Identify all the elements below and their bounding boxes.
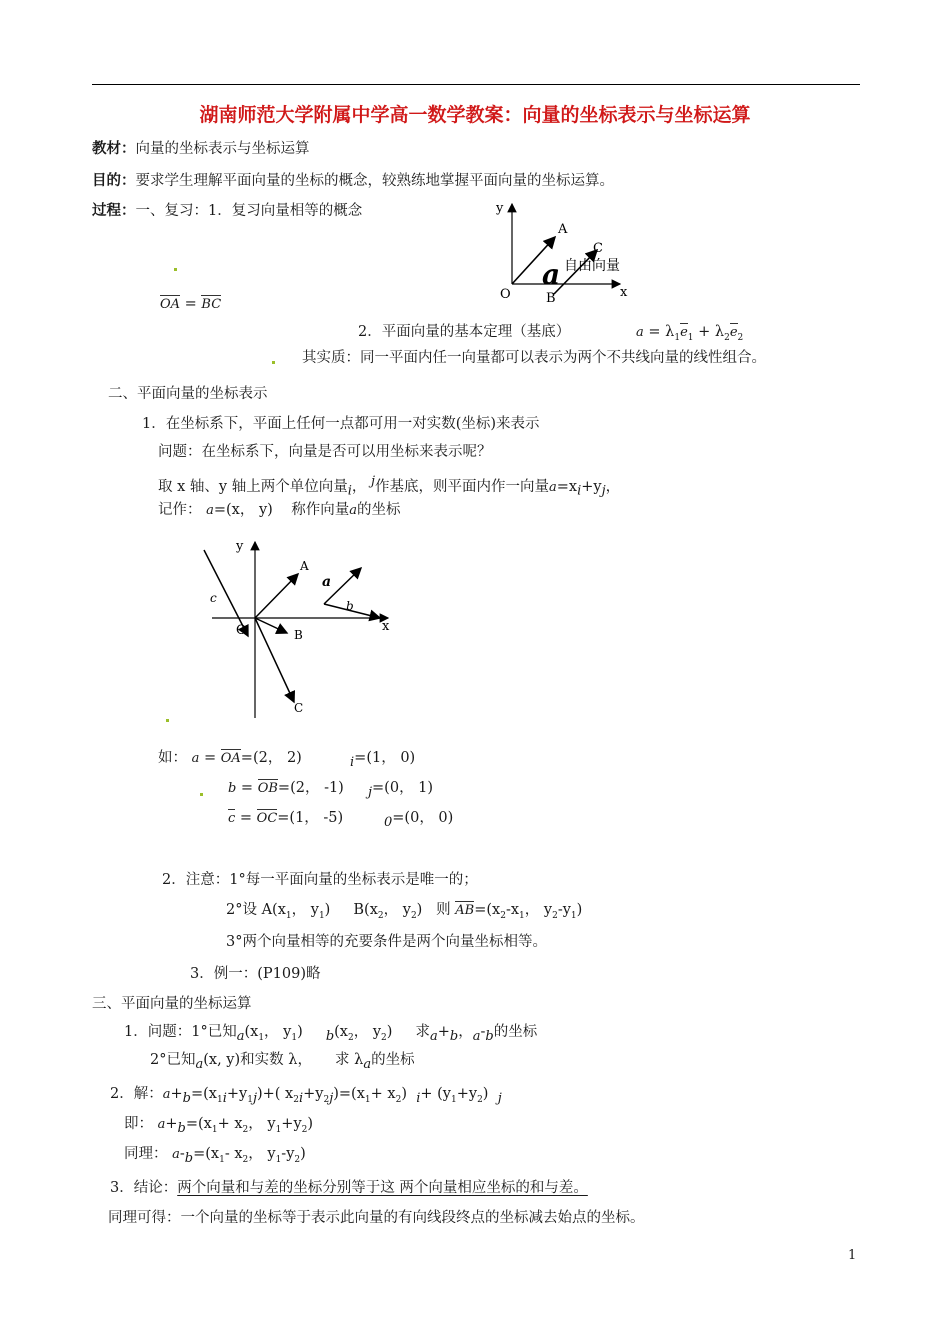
take-text-3: =x [556,478,578,495]
conclusion-label: 3．结论： [110,1180,178,1196]
purpose-text: 要求学生理解平面向量的坐标的概念，较熟练地掌握平面向量的坐标运算。 [135,173,614,189]
note-text: B(x [353,902,378,918]
op-text: ) [307,1116,314,1132]
e1: e [680,325,688,340]
op-text: + x [217,1116,243,1132]
example-prefix: 如： [158,750,187,766]
note-text: ) [416,902,423,918]
theorem-formula: $a = \lambda_1e_1 + \lambda_2e_2$ [636,324,744,343]
basis-theorem [358,324,570,341]
op-text: + [437,1024,450,1040]
fig2-symbol-c: c [210,591,217,605]
marker-dot [166,719,169,722]
lambda-1: λ [665,324,675,340]
op-text: + (y [420,1086,451,1102]
op-text: =(x [193,1146,220,1162]
note-text: ) [324,902,331,918]
lambda-2-sub: 2 [724,332,730,343]
vector-b: b [485,1028,494,1044]
unit-i: i [350,754,355,770]
operation-question-1: 1．问题：1°已知$_a(x_1$， $y_1$) $_b(x_2$， $y_2$) 求$_a+_b$，$_a-_b$的坐标 [124,1024,538,1044]
op-text: ) [482,1086,489,1102]
vector-b: b [182,1090,191,1106]
theorem-text: 2．平面向量的基本定理（基底） [358,324,571,340]
op-text: ) [297,1024,303,1040]
vector-ab: AB [455,903,475,918]
op-text: ) [386,1024,393,1040]
vector-a: a [472,1028,481,1044]
note-text: ， y [524,902,553,918]
unit-i: i [577,483,582,499]
note-text: ， y [383,902,411,918]
vector-oc: OC [256,811,278,826]
record-line [158,502,401,519]
op-text: ) [401,1086,407,1102]
unit-j: j [601,483,606,499]
process-text: 一、复习：1．复习向量相等的概念 [135,203,363,219]
fig2-label-a: A [300,559,309,573]
take-text-1: 取 x 轴、y 轴上两个单位向量 [158,478,348,495]
op-text: 1．问题：1°已知 [124,1024,237,1040]
take-text-4: +y [581,478,602,495]
value-j: =(0， 1) [372,780,434,796]
example-row-1-i [350,750,415,770]
fig1-free-vector: 自由向量 [564,258,620,274]
equation-oa-bc: OA = BC [160,296,222,312]
fig2-vector-ob [255,618,287,633]
section-3-heading: 三、平面向量的坐标运算 [92,996,252,1012]
fig2-symbol-b: b [346,599,354,613]
sum-result-line: 即： $a+_b=(x_1+ x_2$， $y_1+y_2$) [124,1116,314,1136]
example-one-ref: (P109)略 [257,966,321,982]
fig1-label-x: x [620,285,628,300]
lambda-1-sub: 1 [674,332,681,343]
conclusion-text: 两个向量和与差的坐标分别等于这 两个向量相应坐标的和与差。 [177,1180,588,1196]
vector-a: a [429,1028,438,1044]
purpose-line [92,172,614,190]
fig1-label-b: B [546,291,556,306]
fig1-label-c: C [593,241,603,256]
take-sep: ， [351,478,367,495]
unit-j: j [497,1090,502,1106]
op-text: )=(x [333,1086,365,1102]
vector-oa: OA [220,751,241,766]
op-text: ， [458,1024,473,1040]
vector-a: a [349,503,358,518]
op-text: +y [303,1086,324,1102]
page-number: 1 [848,1248,857,1263]
essence-line: 其实质：同一平面内任一向量都可以表示为两个不共线向量的线性组合。 [302,350,766,366]
question-line: 问题：在坐标系下，向量是否可以用坐标来表示呢？ [158,444,492,460]
formula-a: a [636,325,644,340]
vector-bc: BC [201,297,222,312]
fig1-symbol-a: a [542,258,561,291]
op-text: +y [281,1116,302,1132]
op-text: =(x [190,1086,217,1102]
solution-line: 2．解：$a+_b=(x_{1i}+y_{1j})+$( $x_{2i}+y_{2j})=(x_1+ x_2)$ $_i+ (y_1+y_2)$ $_j$ [110,1086,502,1106]
header-rule [92,84,860,85]
section-2-point-1: 1．在坐标系下，平面上任何一点都可用一对实数(坐标)来表示 [142,416,540,432]
unit-j: j [329,1090,334,1106]
op-text: +y [226,1086,248,1102]
vector-a: a [195,1056,204,1072]
fig2-label-b: B [294,628,303,642]
unit-i: i [416,1090,421,1106]
example-one [190,966,320,983]
vector-a: a [162,1087,171,1102]
material-label: 教材： [92,140,136,157]
unit-i: i [298,1090,304,1106]
vector-a: a [157,1117,166,1132]
op-text: 的坐标 [371,1052,415,1068]
vector-b: b [177,1120,186,1136]
note-text: -x [505,902,520,918]
fig1-label-a: A [558,222,568,237]
op-text: +y [456,1086,478,1102]
op-text: -y [281,1146,295,1162]
e2-sub: 2 [737,332,744,343]
op-text: 2°已知 [150,1052,196,1068]
marker-dot [200,793,203,796]
op-text: - x [224,1146,243,1162]
marker-dot [272,361,275,364]
operation-question-2 [150,1052,415,1072]
lambda-2: λ [714,324,725,340]
note-text: ， y [291,902,319,918]
note-text: -y [557,902,571,918]
op-text: + [165,1116,178,1132]
note-text: 2°设 A(x [226,902,286,918]
op-text: (x [334,1024,348,1040]
e1-sub: 1 [687,332,694,343]
vector-a: a [236,1028,245,1044]
vector-a: a [191,751,200,766]
example-row-3-zero [384,810,453,830]
vector-b: b [184,1150,194,1166]
op-text: 同理： [124,1146,168,1162]
fig2-label-c: C [294,701,304,715]
op-text: ， y [264,1024,292,1040]
note-text: =(x [474,902,501,918]
op-text: (x [244,1024,259,1040]
op-text: ， y [248,1146,276,1162]
e2: e [729,325,738,340]
fig2-label-x: x [382,619,390,634]
note-line-2: 2°设 $A(x_1$， $y_1$) $B(x_2$， $y_2$) 则 $AB=(x_2-x_1$， $y_2-y_1$) [226,902,583,921]
take-text-2: 作基底，则平面内作一向量 [375,478,550,495]
process-line [92,202,362,220]
vector-c: c [228,811,236,826]
final-line: 同理可得：一个向量的坐标等于表示此向量的有向线段终点的坐标减去始点的坐标。 [108,1210,645,1226]
vector-b: b [228,781,237,796]
example-row-2-j [368,780,433,800]
unit-i: i [347,483,352,499]
op-text: )+( x [256,1086,294,1102]
record-text-1: 记作： [158,502,202,518]
vector-b: b [325,1028,335,1044]
vector-a: a [206,503,214,518]
op-text: =(x [185,1116,212,1132]
take-basis-line [158,474,620,499]
vector-ob: OB [257,781,278,796]
page-title: 湖南师范大学附属中学高一数学教案：向量的坐标表示与坐标运算 [199,104,751,126]
zero-vector: 0 [384,814,393,830]
fig2-label-o: O [236,623,247,638]
op-text: 即： [124,1116,153,1132]
op-text: - [480,1024,486,1040]
op-text: - [179,1146,185,1162]
example-one-label: 3．例一： [190,966,258,982]
record-text-2: =(x， y) [213,502,273,518]
note-text: ) [576,902,583,918]
figure-coordinate-vectors [190,534,400,720]
process-label: 过程： [92,202,136,219]
vector-b: b [449,1028,459,1044]
vector-oa: OA [160,297,181,312]
fig1-label-o: O [500,287,511,302]
unit-j: j [252,1090,257,1106]
note-line-1: 2．注意：1°每一平面向量的坐标表示是唯一的； [162,872,478,888]
value-i: =(1， 0) [354,750,416,766]
fig1-label-y: y [496,201,504,216]
take-text-5: ， [605,478,621,495]
material-text: 向量的坐标表示与坐标运算 [135,141,310,157]
record-text-4: 的坐标 [357,502,401,518]
figure-vector-equality [470,198,640,308]
op-text: ， y [248,1116,276,1132]
vector-a: a [549,479,557,495]
op-text: 求 [415,1024,430,1040]
material-line [92,140,310,158]
op-text: ， y [353,1024,382,1040]
section-2-heading: 二、平面向量的坐标表示 [108,386,268,402]
value-c: =(1， -5) [277,810,344,826]
record-text-3: 称作向量 [291,502,350,518]
op-text: + x [370,1086,396,1102]
op-text: 的坐标 [493,1024,538,1040]
unit-i: i [222,1090,227,1106]
value-a: =(2， 2) [240,750,302,766]
purpose-label: 目的： [92,172,136,189]
op-text: 求 λ [335,1052,364,1068]
conclusion-line [110,1180,588,1197]
op-text: ) [300,1146,306,1162]
note-line-3: 3°两个向量相等的充要条件是两个向量坐标相等。 [226,934,547,950]
value-b: =(2， -1) [277,780,344,796]
diff-result-line: 同理： $a-_b=(x_1-$ $x_2$， $y_1-y_2$) [124,1146,306,1166]
fig2-symbol-a: a [322,574,332,590]
value-zero: =(0， 0) [392,810,454,826]
op-text: (x, y)和实数 λ， [203,1052,312,1068]
example-row-1: 如： a = OA=(2， 2) [158,750,302,766]
note-text: 则 [436,902,451,918]
op-text: 2．解： [110,1086,163,1102]
fig2-vector-a-from-o [255,574,298,618]
unit-j: j [370,474,376,489]
example-row-3: c = OC=(1， -5) [228,810,344,826]
vector-a: a [172,1147,180,1162]
example-row-2: b = OB=(2， -1) [228,780,344,796]
unit-j: j [368,784,373,800]
fig2-vector-oc [255,618,294,702]
fig2-label-y: y [236,539,244,554]
marker-dot [174,268,177,271]
op-text: + [170,1086,183,1102]
vector-a: a [363,1056,372,1072]
